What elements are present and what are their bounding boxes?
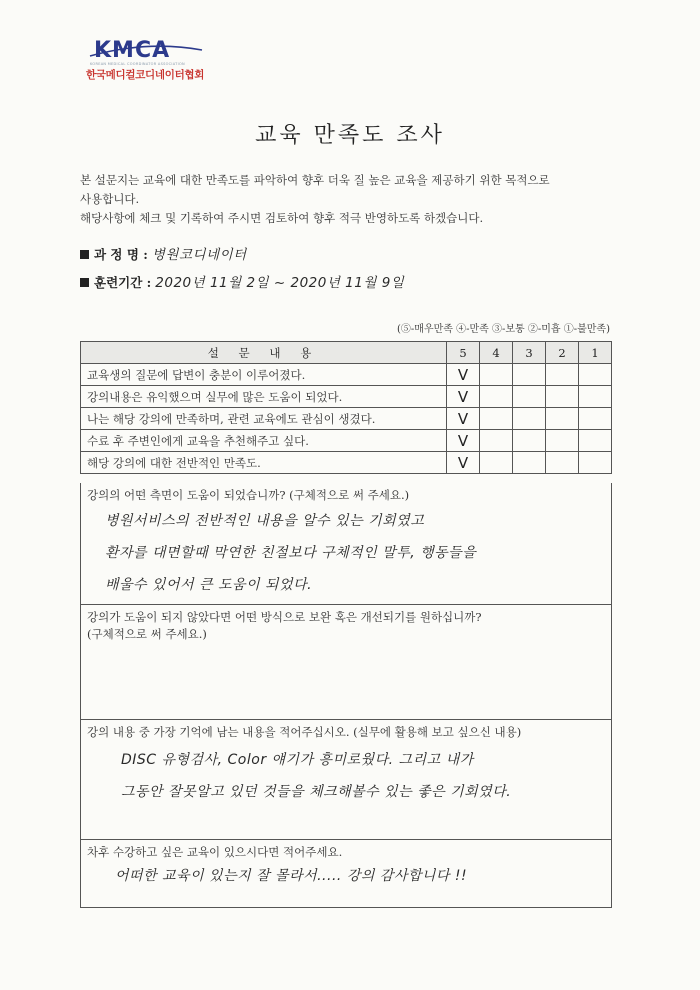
rating-cell-5[interactable] (447, 386, 480, 408)
rating-cell-3[interactable] (513, 364, 546, 386)
question-text: 해당 강의에 대한 전반적인 만족도. (81, 452, 447, 474)
rating-cell-4[interactable] (480, 408, 513, 430)
logo-org-name: 한국메디컬코디네이터협회 (86, 69, 205, 81)
question-prompt-note: (구체적으로 써 주세요.) (87, 627, 207, 641)
question-text: 강의내용은 유익했으며 실무에 많은 도움이 되었다. (81, 386, 447, 408)
table-row (81, 364, 612, 386)
scale-header-2: 2 (546, 342, 579, 364)
rating-cell-1[interactable] (579, 386, 612, 408)
bullet-square-icon (80, 278, 89, 287)
answer-line: 어떠한 교육이 있는지 잘 몰라서..... 강의 감사합니다 !! (115, 868, 468, 884)
question-prompt: 강의 내용 중 가장 기억에 남는 내용을 적어주십시오. (실무에 활용해 보고 싶으신 내용) (87, 725, 522, 739)
question-text: 교육생의 질문에 답변이 충분이 이루어졌다. (81, 364, 447, 386)
training-period-row (80, 271, 404, 291)
logo-mark-text: KMCA (94, 38, 171, 63)
handwritten-answer[interactable] (105, 505, 476, 601)
rating-cell-2[interactable] (546, 430, 579, 452)
table-row (81, 452, 612, 474)
rating-cell-3[interactable] (513, 430, 546, 452)
question-column-header: 설 문 내 용 (81, 342, 447, 364)
scale-header-5: 5 (447, 342, 480, 364)
rating-cell-4[interactable] (480, 386, 513, 408)
rating-cell-5[interactable] (447, 430, 480, 452)
question-text: 수료 후 주변인에게 교육을 추천해주고 싶다. (81, 430, 447, 452)
table-row (81, 408, 612, 430)
rating-cell-4[interactable] (480, 364, 513, 386)
intro-text (80, 171, 620, 228)
rating-cell-4[interactable] (480, 452, 513, 474)
answer-line: 그동안 잘못알고 있던 것들을 체크해볼수 있는 좋은 기회였다. (121, 784, 512, 800)
rating-cell-4[interactable] (480, 430, 513, 452)
table-header-row (81, 342, 612, 364)
answer-line: DISC 유형검사, Color 얘기가 흥미로웠다. 그리고 내가 (121, 752, 474, 768)
satisfaction-table (80, 341, 612, 474)
check-mark-icon: V (457, 387, 469, 406)
empty-answer-area[interactable] (105, 649, 585, 709)
open-question-future-course (80, 840, 612, 908)
question-text: 나는 해당 강의에 만족하며, 관련 교육에도 관심이 생겼다. (81, 408, 447, 430)
question-prompt: 차후 수강하고 싶은 교육이 있으시다면 적어주세요. (87, 845, 343, 859)
check-mark-icon: V (457, 409, 469, 428)
bullet-square-icon (80, 250, 89, 259)
rating-cell-1[interactable] (579, 364, 612, 386)
answer-line: 배울수 있어서 큰 도움이 되었다. (105, 577, 313, 593)
check-mark-icon: V (457, 431, 469, 450)
rating-cell-2[interactable] (546, 452, 579, 474)
table-row (81, 430, 612, 452)
rating-cell-1[interactable] (579, 452, 612, 474)
rating-cell-5[interactable] (447, 408, 480, 430)
handwritten-answer[interactable] (121, 744, 511, 808)
page-title: 교육 만족도 조사 (255, 123, 445, 148)
rating-cell-5[interactable] (447, 364, 480, 386)
check-mark-icon: V (457, 365, 469, 384)
rating-cell-1[interactable] (579, 408, 612, 430)
rating-cell-2[interactable] (546, 364, 579, 386)
scale-header-3: 3 (513, 342, 546, 364)
rating-cell-3[interactable] (513, 452, 546, 474)
intro-line-1: 본 설문지는 교육에 대한 만족도를 파악하여 향후 더욱 질 높은 교육을 제공하기 위한 목적으로 (80, 173, 550, 187)
handwritten-answer[interactable] (115, 860, 467, 892)
rating-cell-3[interactable] (513, 408, 546, 430)
course-name-row (80, 243, 247, 263)
rating-cell-2[interactable] (546, 386, 579, 408)
intro-line-3: 해당사항에 체크 및 기록하여 주시면 검토하여 향후 적극 반영하도록 하겠습니다. (80, 211, 484, 225)
rating-cell-2[interactable] (546, 408, 579, 430)
intro-line-2: 사용합니다. (80, 192, 140, 206)
rating-cell-5[interactable] (447, 452, 480, 474)
rating-cell-3[interactable] (513, 386, 546, 408)
question-prompt: 강의가 도움이 되지 않았다면 어떤 방식으로 보완 혹은 개선되기를 원하십니까? (87, 610, 482, 624)
logo-tagline: KOREAN MEDICAL COORDINATOR ASSOCIATION (90, 62, 185, 66)
rating-cell-1[interactable] (579, 430, 612, 452)
check-mark-icon: V (457, 453, 469, 472)
scale-header-1: 1 (579, 342, 612, 364)
question-prompt: 강의의 어떤 측면이 도움이 되었습니까? (구체적으로 써 주세요.) (87, 488, 410, 502)
open-question-improvement (80, 605, 612, 720)
answer-line: 환자를 대면할때 막연한 친절보다 구체적인 말투, 행동들을 (105, 545, 477, 561)
training-period-label: 훈련기간 : (94, 275, 152, 290)
open-question-memorable (80, 720, 612, 840)
course-name-value: 병원코디네이터 (151, 247, 247, 263)
scale-header-4: 4 (480, 342, 513, 364)
answer-line: 병원서비스의 전반적인 내용을 알수 있는 기회였고 (105, 513, 425, 529)
scale-legend: (⑤-매우만족 ④-만족 ③-보통 ②-미흡 ①-불만족) (397, 324, 610, 335)
training-period-value: 2020년 11월 2일 ~ 2020년 11월 9일 (155, 275, 405, 291)
table-row (81, 386, 612, 408)
course-name-label: 과 정 명 : (94, 247, 148, 262)
open-question-helpful (80, 483, 612, 605)
